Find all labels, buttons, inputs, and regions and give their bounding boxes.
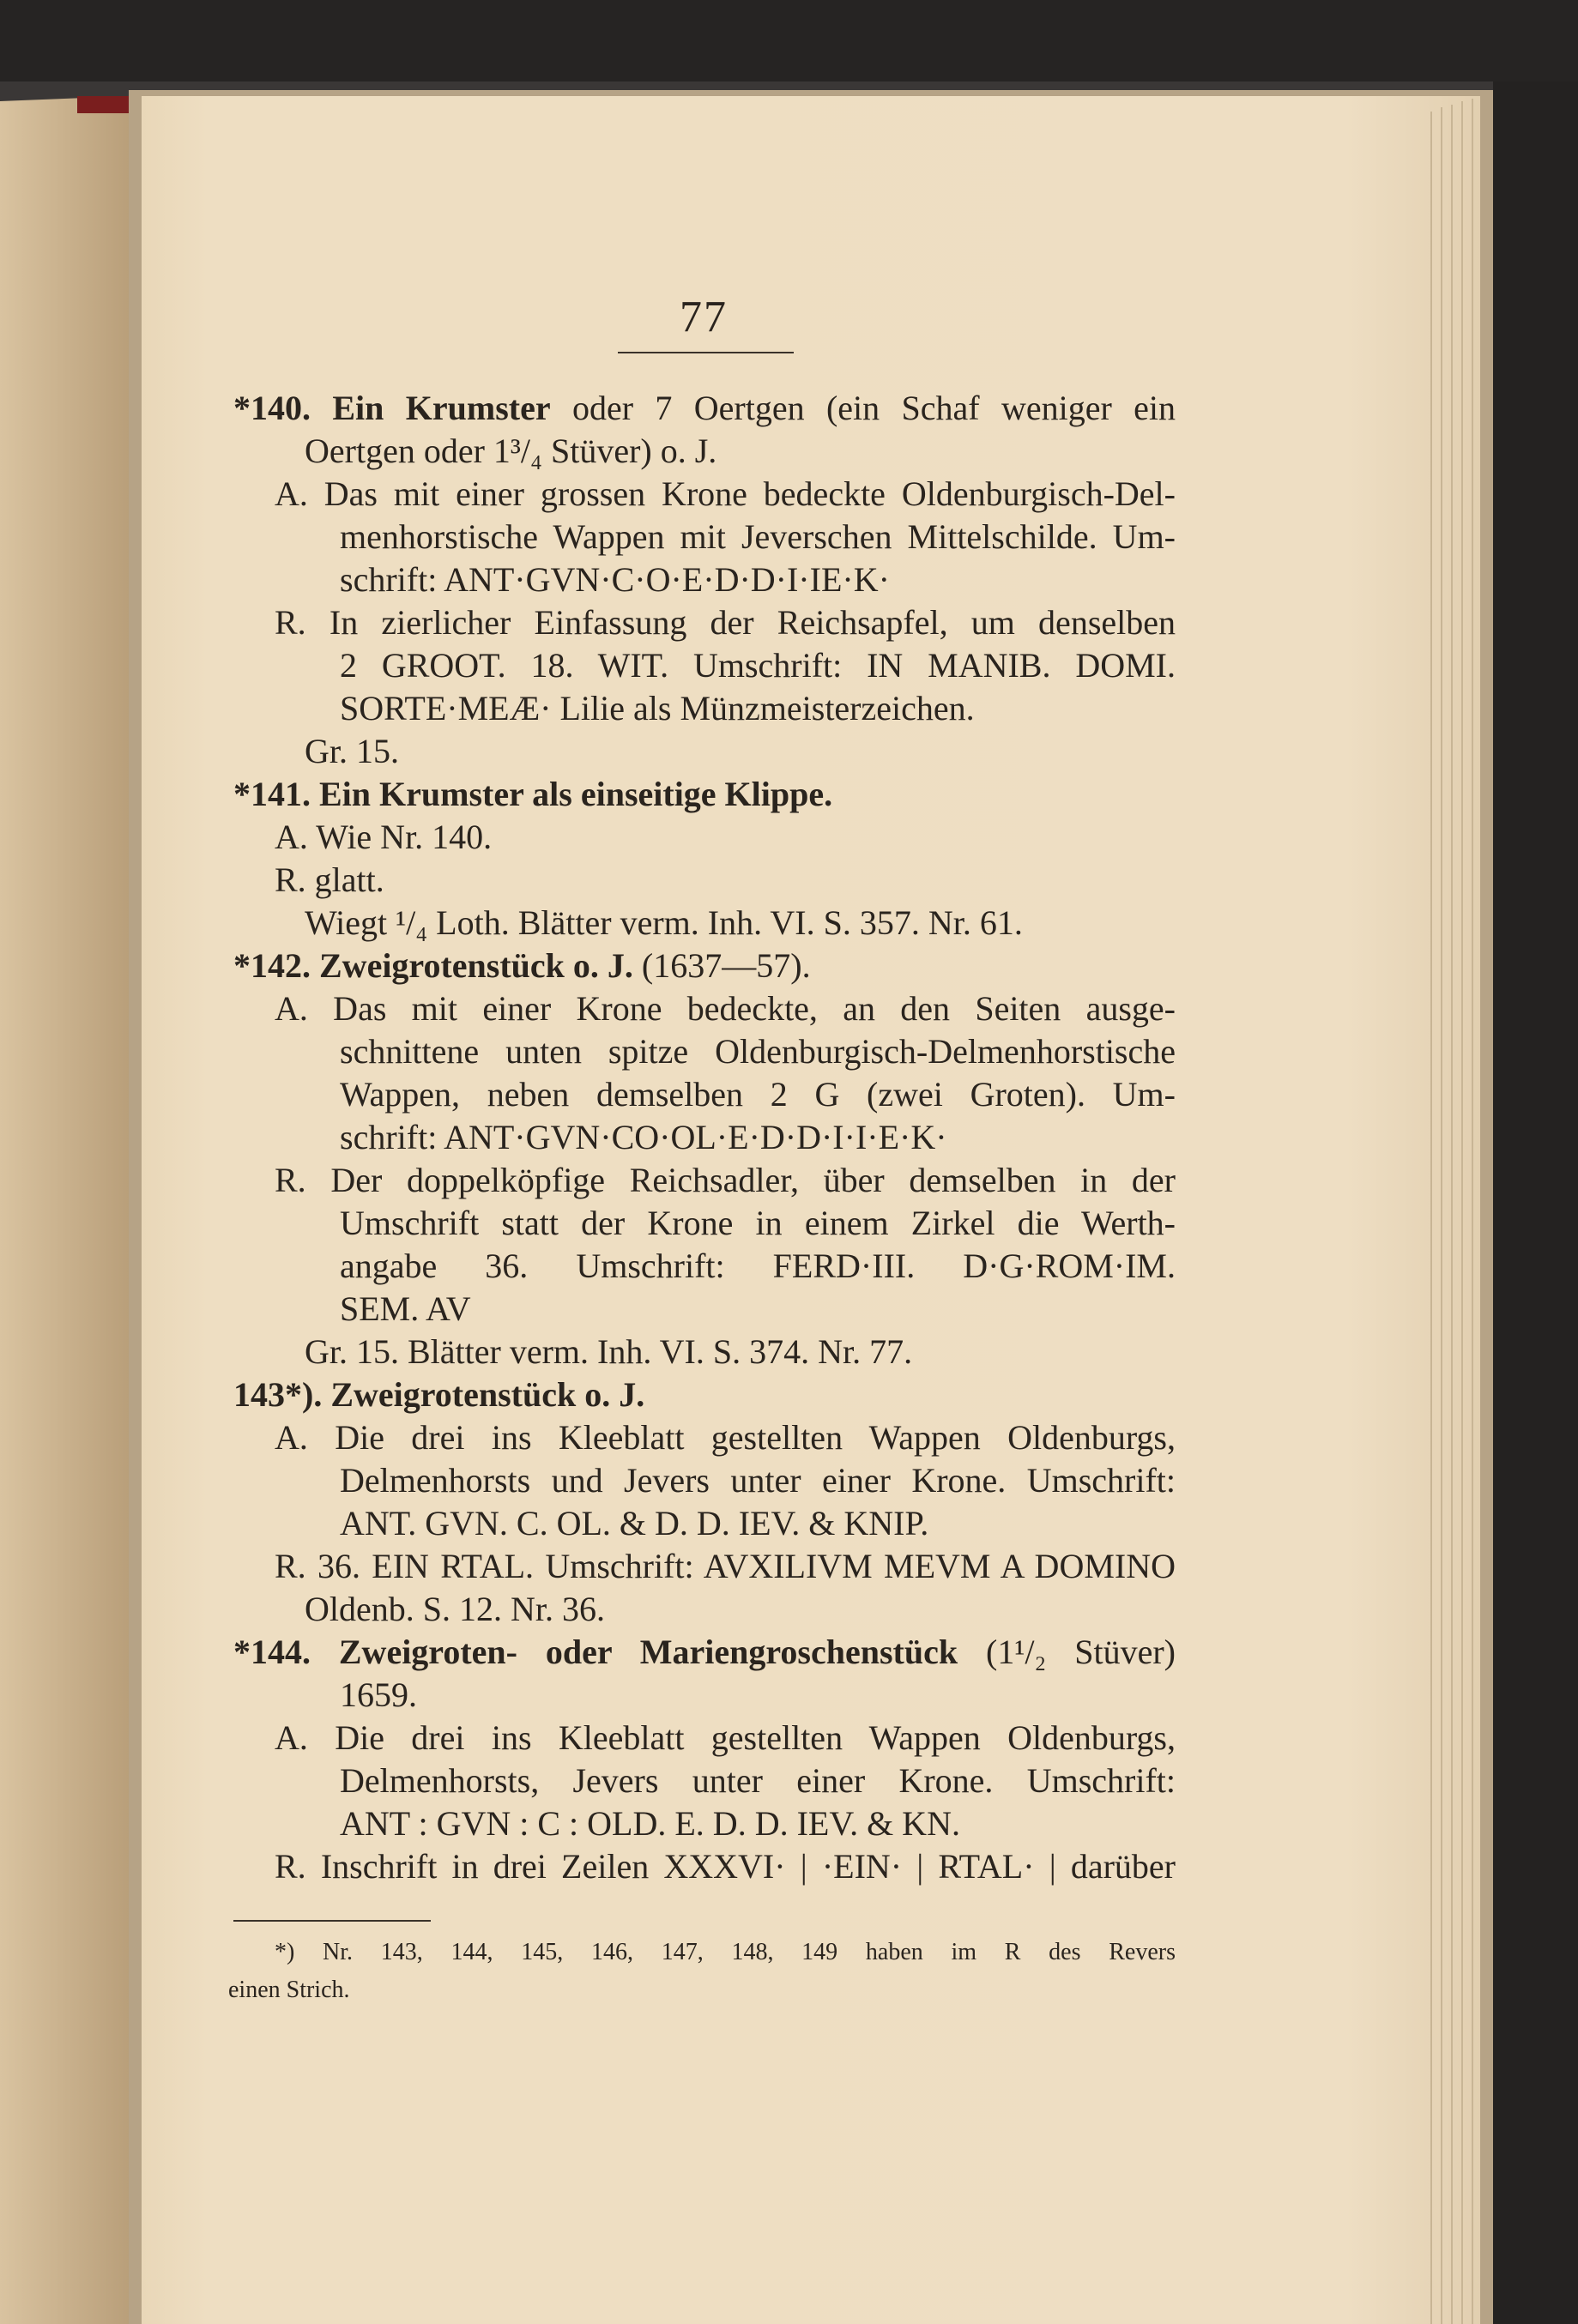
text-line	[275, 1546, 1176, 1587]
text-segment: Delmenhorsts und Jevers unter einer Krone. Umschrift:	[340, 1461, 1176, 1500]
text-segment: A. Die drei ins Kleeblatt gestellten Wappen Oldenburgs,	[275, 1718, 1176, 1757]
text-line	[305, 1589, 605, 1630]
text-line	[340, 645, 1176, 686]
text-segment: R. 36. EIN RTAL. Umschrift: AVXILIVM MEVM A DOMINO	[275, 1547, 1176, 1585]
text-segment: SEM. AV	[340, 1289, 471, 1328]
text-segment: Oldenb. S. 12. Nr. 36.	[305, 1590, 605, 1628]
footnote-rule	[233, 1920, 431, 1922]
text-segment: schnittene unten spitze Oldenburgisch-Delmenhorstische	[340, 1032, 1176, 1071]
bold-text-segment: *141. Ein Krumster als einseitige Klippe.	[233, 775, 833, 813]
text-line	[340, 1246, 1176, 1287]
text-line	[340, 1675, 417, 1716]
bold-text-segment: *140.	[233, 389, 333, 427]
text-segment: Wappen, neben demselben 2 G (zwei Groten). Um-	[340, 1075, 1176, 1114]
text-line	[275, 988, 1176, 1029]
bold-text-segment: Ein Krumster	[332, 389, 551, 427]
text-line	[340, 688, 975, 729]
text-segment: ANT. GVN. C. OL. & D. D. IEV. & KNIP.	[340, 1504, 929, 1542]
text-line	[340, 1460, 1176, 1501]
page-number: 77	[680, 293, 728, 341]
text-line	[340, 559, 890, 601]
text-segment: A. Das mit einer grossen Krone bedeckte Oldenburgisch-Del-	[275, 474, 1176, 513]
text-segment: menhorstische Wappen mit Jeverschen Mittelschilde. Um-	[340, 517, 1176, 556]
text-line	[305, 902, 1023, 944]
text-segment: (1637—57).	[632, 946, 811, 985]
text-segment: A. Das mit einer Krone bedeckte, an den Seiten ausge-	[275, 989, 1176, 1028]
text-segment: A. Wie Nr. 140.	[275, 818, 493, 856]
text-line	[275, 1717, 1176, 1759]
footnote-line: einen Strich.	[228, 1977, 350, 2003]
text-segment: R. Inschrift in drei Zeilen XXXVI· | ·EIN· | RTAL· | darüber	[275, 1847, 1176, 1886]
text-line	[340, 1803, 960, 1844]
text-line	[305, 431, 716, 472]
text-segment: angabe 36. Umschrift: FERD·III. D·G·ROM·IM.	[340, 1247, 1176, 1285]
page-number-rule	[618, 352, 794, 353]
text-segment: oder 7 Oertgen (ein Schaf weniger ein	[550, 389, 1176, 427]
text-segment: Wiegt ¹/₄ Loth. Blätter verm. Inh. VI. S. 357. Nr. 61.	[305, 903, 1023, 942]
text-line	[305, 731, 399, 772]
text-segment: Umschrift statt der Krone in einem Zirkel die Werth-	[340, 1204, 1176, 1242]
text-line	[275, 817, 492, 858]
text-segment: R. Der doppelköpfige Reichsadler, über demselben in der	[275, 1161, 1176, 1199]
bold-text-segment: *142. Zweigrotenstück o. J.	[233, 946, 633, 985]
text-segment: SORTE·MEÆ· Lilie als Münzmeisterzeichen.	[340, 689, 975, 727]
text-line	[275, 602, 1176, 643]
text-line	[233, 388, 1176, 429]
text-line	[340, 1289, 471, 1330]
text-segment: Gr. 15. Blätter verm. Inh. VI. S. 374. Nr. 77.	[305, 1332, 913, 1371]
text-segment: (1¹/₂ Stüver)	[958, 1633, 1176, 1671]
text-segment: 1659.	[340, 1675, 417, 1714]
text-line	[340, 1031, 1176, 1072]
footnote-line: *) Nr. 143, 144, 145, 146, 147, 148, 149 haben im R des Revers	[275, 1939, 1176, 1965]
text-segment: 2 GROOT. 18. WIT. Umschrift: IN MANIB. DOMI.	[340, 646, 1176, 685]
text-line	[233, 1374, 644, 1416]
text-line	[275, 1160, 1176, 1201]
text-segment: schrift: ANT·GVN·C·O·E·D·D·I·IE·K·	[340, 560, 890, 599]
text-segment: Delmenhorsts, Jevers unter einer Krone. Umschrift:	[340, 1761, 1176, 1800]
text-segment: A. Die drei ins Kleeblatt gestellten Wappen Oldenburgs,	[275, 1418, 1176, 1457]
text-line	[305, 1331, 912, 1373]
text-line	[340, 1203, 1176, 1244]
bold-text-segment: *144. Zweigroten- oder Mariengroschenstück	[233, 1633, 958, 1671]
text-line	[275, 474, 1176, 515]
text-segment: Oertgen oder 1³/₄ Stüver) o. J.	[305, 432, 717, 470]
text-line	[340, 1117, 947, 1158]
text-line	[233, 1632, 1176, 1673]
text-line	[340, 1074, 1176, 1115]
text-line	[275, 1846, 1176, 1887]
text-segment: ANT : GVN : C : OLD. E. D. D. IEV. & KN.	[340, 1804, 960, 1843]
text-line	[275, 860, 384, 901]
text-line	[340, 1760, 1176, 1802]
text-line	[340, 1503, 928, 1544]
text-line	[275, 1417, 1176, 1458]
text-segment: R. In zierlicher Einfassung der Reichsapfel, um denselben	[275, 603, 1176, 642]
text-line	[233, 945, 811, 987]
text-segment: schrift: ANT·GVN·CO·OL·E·D·D·I·I·E·K·	[340, 1118, 947, 1156]
text-segment: Gr. 15.	[305, 732, 399, 770]
text-segment: R. glatt.	[275, 860, 384, 899]
text-line	[340, 516, 1176, 558]
text-line	[233, 774, 832, 815]
bold-text-segment: 143*). Zweigrotenstück o. J.	[233, 1375, 645, 1414]
